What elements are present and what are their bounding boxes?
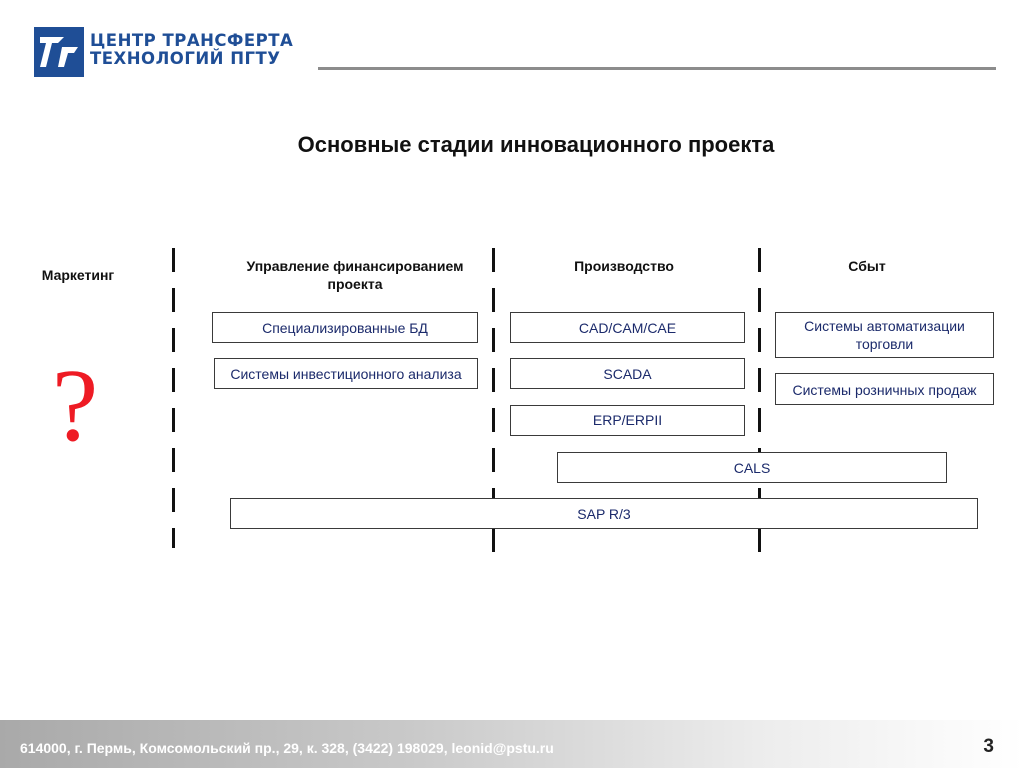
- stage-finance: Управление финансированием проекта: [246, 258, 464, 292]
- box-scada: SCADA: [510, 358, 745, 389]
- ctt-logo: [34, 27, 296, 79]
- logo-line-1: ЦЕНТР ТРАНСФЕРТА: [90, 31, 294, 50]
- box-cad-cam-cae: CAD/CAM/CAE: [510, 312, 745, 343]
- box-retail-sales: Системы розничных продаж: [775, 373, 994, 405]
- ctt-logo-icon: [34, 27, 84, 77]
- box-cals: CALS: [557, 452, 947, 483]
- footer-address: 614000, г. Пермь, Комсомольский пр., 29, к. 328, (3422) 198029, leonid@pstu.ru: [20, 740, 554, 756]
- separator-line-1: [172, 248, 175, 548]
- page-number: 3: [983, 736, 994, 757]
- stage-marketing: Маркетинг: [41, 267, 115, 283]
- header-rule: [318, 67, 996, 70]
- stage-production: Производство: [574, 258, 674, 274]
- box-investment-analysis: Системы инвестиционного анализа: [214, 358, 478, 389]
- box-trade-automation: Системы автоматизации торговли: [775, 312, 994, 358]
- slide-title: Основные стадии инновационного проекта: [297, 132, 775, 157]
- stage-sales: Сбыт: [848, 258, 886, 274]
- logo-line-2: ТЕХНОЛОГИЙ ПГТУ: [90, 49, 281, 68]
- box-erp: ERP/ERPII: [510, 405, 745, 436]
- box-sap: SAP R/3: [230, 498, 978, 529]
- box-specialized-db: Специализированные БД: [212, 312, 478, 343]
- question-mark: ?: [52, 348, 99, 463]
- ctt-logo-text: [90, 32, 293, 68]
